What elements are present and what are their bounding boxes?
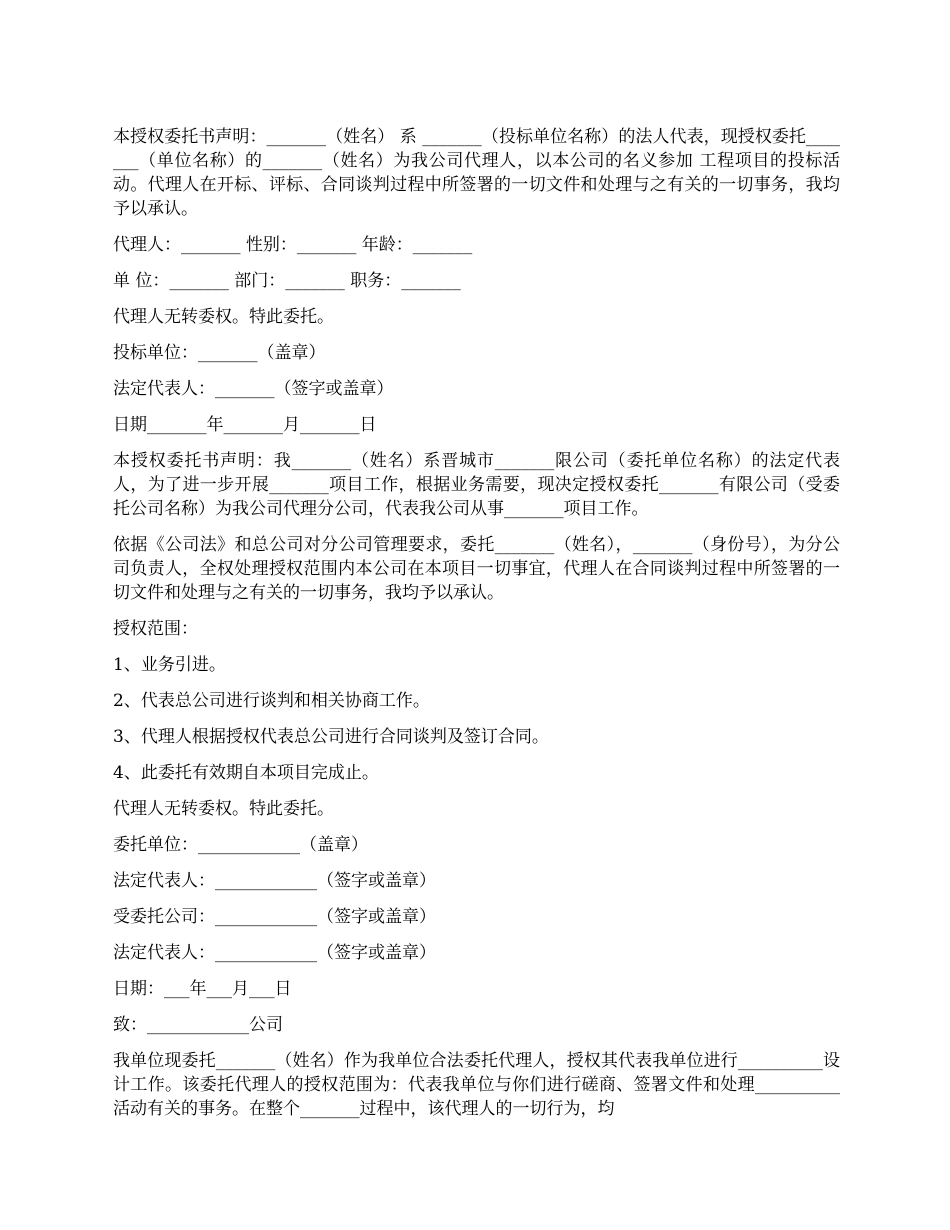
design-authorization-paragraph: 我单位现委托_______（姓名）作为我单位合法委托代理人，授权其代表我单位进行__________设计工作。该委托代理人的授权范围为：代表我单位与你们进行磋商、签署文件和处理__________活动有关的事务。在整个_______过程中，该代理人的一切行为，均 [113,1051,840,1119]
addressee-line: 致：____________公司 [113,1015,283,1035]
scope-item-2: 2、代表总公司进行谈判和相关协商工作。 [113,691,430,711]
date-line: 日期_______年_______月_______日 [113,415,377,435]
entrusting-unit-line: 委托单位：____________（盖章） [113,835,368,855]
statement-paragraph-2: 本授权委托书声明：我_______（姓名）系晋城市_______限公司（委托单位名称）的法定代表人，为了进一步开展_______项目工作，根据业务需要，现决定授权委托_______有限公司（受委托公司名称）为我公司代理分公司，代表我公司从事_______项目工作。 [113,451,840,519]
bidding-unit-line: 投标单位：_______（盖章） [113,343,326,363]
statement-paragraph-1: 本授权委托书声明：_______（姓名） 系 _______（投标单位名称）的法人代表，现授权委托_______（单位名称）的_______（姓名）为我公司代理人，以本公司的名义参加 工程项目的投标活动。代理人在开标、评标、合同谈判过程中所签署的一切文件和处理与之有关的一切事务，我均予以承认。 [113,127,840,219]
entrusted-company-line: 受委托公司：____________（签字或盖章） [113,907,436,927]
unit-info-line: 单 位：_______ 部门：_______ 职务：_______ [113,271,461,291]
no-sub-delegation-line-2: 代理人无转委权。特此委托。 [113,799,334,819]
agent-info-line: 代理人：_______ 性别：_______ 年龄：_______ [113,235,473,255]
date-line-2: 日期：___年___月___日 [113,979,292,999]
no-sub-delegation-line: 代理人无转委权。特此委托。 [113,307,334,327]
legal-representative-line: 法定代表人：_______（签字或盖章） [113,379,394,399]
scope-item-4: 4、此委托有效期自本项目完成止。 [113,763,379,783]
legal-representative-line-2: 法定代表人：____________（签字或盖章） [113,871,436,891]
scope-heading: 授权范围： [113,619,198,639]
scope-item-3: 3、代理人根据授权代表总公司进行合同谈判及签订合同。 [113,727,549,747]
company-law-paragraph: 依据《公司法》和总公司对分公司管理要求，委托_______（姓名），_______（身份号），为分公司负责人，全权处理授权范围内本公司在本项目一切事宜，代理人在合同谈判过程中所签署的一切文件和处理与之有关的一切事务，我均予以承认。 [113,535,840,603]
document-body [113,125,840,1133]
legal-representative-line-3: 法定代表人：____________（签字或盖章） [113,943,436,963]
scope-item-1: 1、业务引进。 [113,655,226,675]
